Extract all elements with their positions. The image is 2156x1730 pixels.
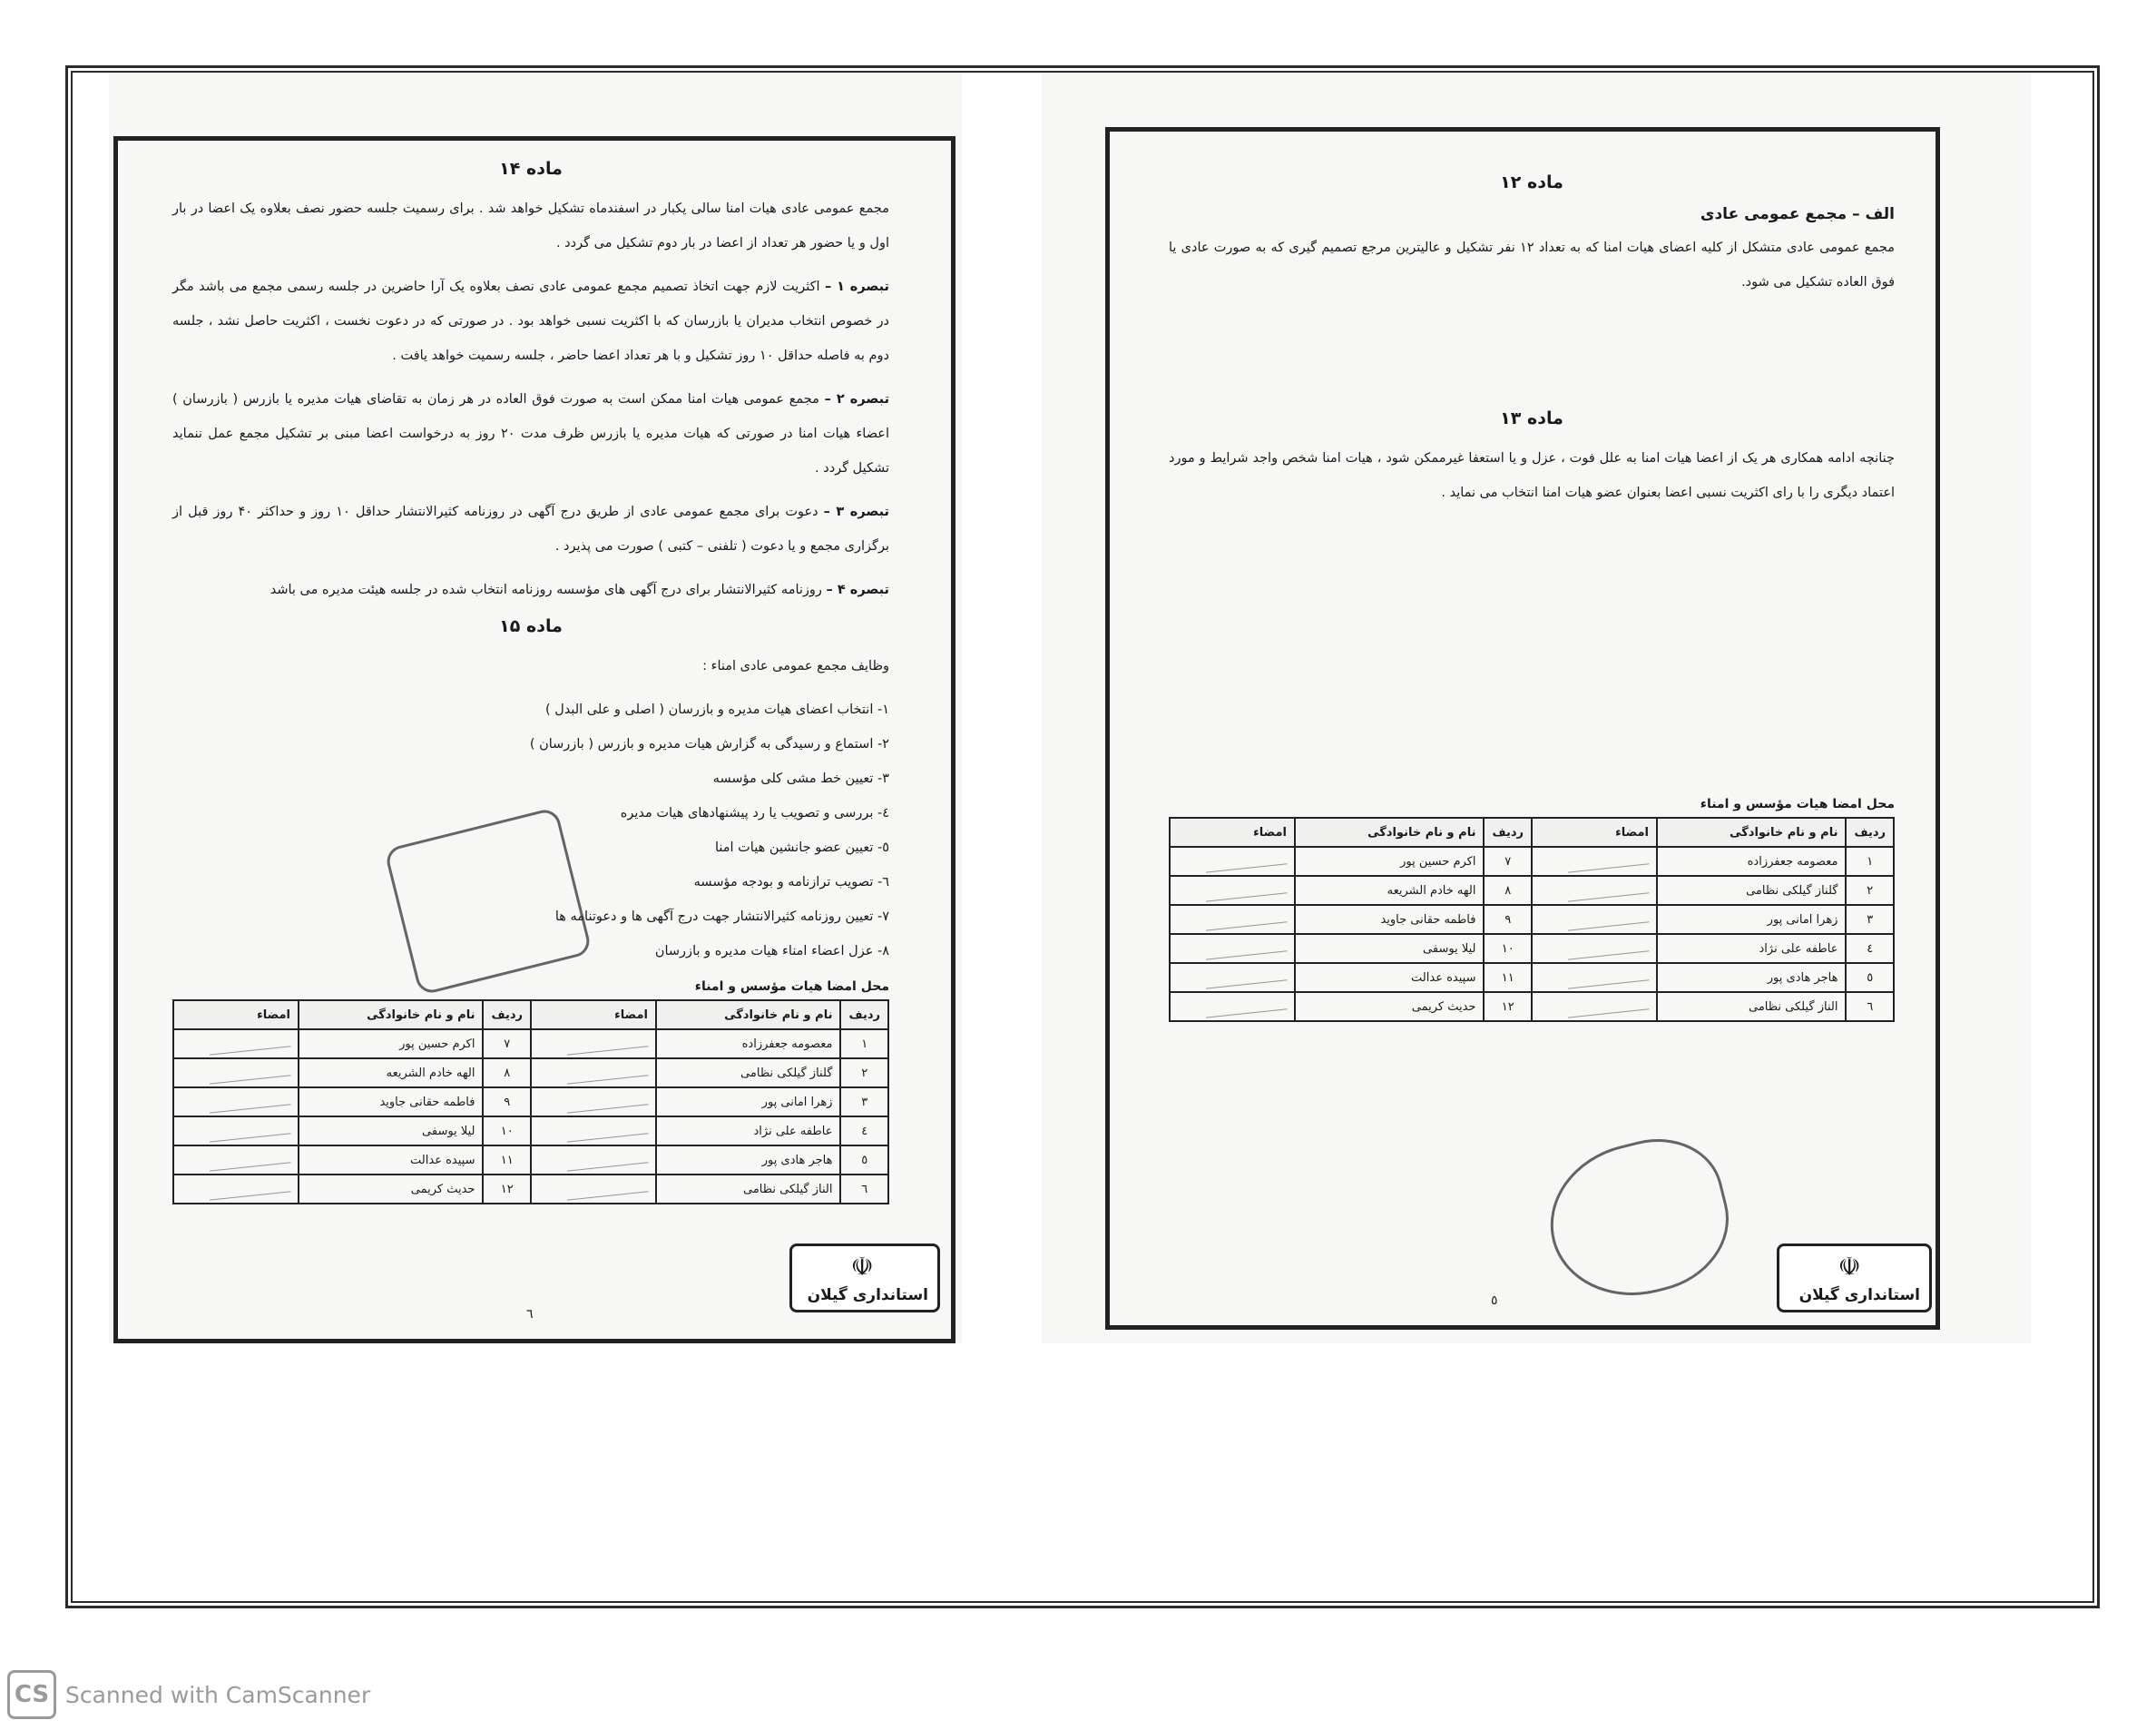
note-2-text: مجمع عمومی هیات امنا ممکن است به صورت فوق العاده در هر زمان به تقاضای هیات مدیره یا بازرس ( بازرسان ) اعضاء هیات امنا در صورتی که هیات مدیره یا بازرس ظرف مدت ۲۰ روز به درخواست اعضا مبنی بر تشکیل مجمع عمل ننماید تشکیل گردد .: [172, 392, 889, 476]
table-row: [1170, 992, 1894, 1021]
article-15-title: ماده ۱۵: [499, 616, 563, 636]
row-number: ۸: [1484, 876, 1532, 905]
article-12-body: مجمع عمومی عادی متشکل از کلیه اعضای هیات امنا که به تعداد ۱۲ نفر تشکیل و عالیترین مرجع تصمیم گیری که به صورت عادی یا فوق العاده تشکیل می شود.: [1169, 241, 1895, 290]
row-number: ۱۰: [483, 1116, 531, 1145]
right-page-content: [1169, 172, 1895, 1022]
signature-cell: [1170, 963, 1295, 992]
signature-cell: [531, 1029, 656, 1058]
signature-mark: [1566, 909, 1649, 930]
column-header: نام و نام خانوادگی: [656, 1000, 840, 1029]
duty-item: ٤- بررسی و تصویب یا رد پیشنهادهای هیات مدیره: [620, 806, 889, 821]
duty-item: ٦- تصویب ترازنامه و بودجه مؤسسه: [693, 875, 889, 890]
signature-mark: [1204, 996, 1287, 1017]
signature-table-title: محل امضا هیات مؤسس و امناء: [1700, 797, 1895, 811]
article-14-note-3: [172, 495, 889, 564]
note-4-label: تبصره ۴ –: [826, 583, 889, 597]
signature-mark: [208, 1120, 290, 1142]
row-number: ٦: [840, 1175, 888, 1204]
duty-item: ۷- تعیین روزنامه کثیرالانتشار جهت درج آگهی ها و دعوتنامه ها: [554, 909, 889, 924]
member-name: معصومه جعفرزاده: [656, 1029, 840, 1058]
governorate-logo-text: استانداری گیلان: [807, 1286, 928, 1304]
member-name: گلناز گیلکی نظامی: [1657, 876, 1846, 905]
duty-item: ۸- عزل اعضاء امناء هیات مدیره و بازرسان: [654, 944, 889, 958]
member-name: زهرا امانی پور: [1657, 905, 1846, 934]
table-row: [173, 1116, 888, 1145]
signature-table: [172, 999, 889, 1204]
table-row: [1170, 905, 1894, 934]
article-13-title: ماده ۱۳: [1500, 408, 1563, 428]
row-number: ۱۲: [483, 1175, 531, 1204]
governorate-logo-text: استانداری گیلان: [1798, 1286, 1920, 1304]
signature-cell: [1170, 876, 1295, 905]
row-number: ۷: [483, 1029, 531, 1058]
member-name: فاطمه حقانی جاوید: [1295, 905, 1484, 934]
article-14-title: ماده ۱۴: [499, 159, 563, 179]
table-row: [173, 1029, 888, 1058]
row-number: ۱: [1846, 847, 1894, 876]
member-name: زهرا امانی پور: [656, 1087, 840, 1116]
left-page-sheet: [109, 73, 962, 1343]
table-row: [1170, 847, 1894, 876]
signature-cell: [173, 1029, 299, 1058]
signature-cell: [1532, 876, 1657, 905]
left-page-content: [172, 159, 889, 1204]
page-number: ٦: [526, 1307, 534, 1322]
row-number: ۷: [1484, 847, 1532, 876]
signature-mark: [208, 1062, 290, 1084]
signature-table-title: محل امضا هیات مؤسس و امناء: [694, 979, 889, 994]
duty-item: ۱- انتخاب اعضای هیات مدیره و بازرسان ( اصلی و علی البدل ): [544, 703, 889, 717]
table-row: [173, 1145, 888, 1175]
note-4-text: روزنامه کثیرالانتشار برای درج آگهی های مؤسسه روزنامه انتخاب شده در جلسه هیئت مدیره می باشد: [270, 583, 822, 597]
signature-cell: [531, 1058, 656, 1087]
note-1-text: اکثریت لازم جهت اتخاذ تصمیم مجمع عمومی عادی نصف بعلاوه یک آرا حاضرین در جلسه رسمی مجمع می باشد مگر در خصوص انتخاب مدیران یا بازرسان که با اکثریت نسبی خواهد بود . در صورتی که در دعوت نخست ، اکثریت حاصل نشد ، جلسه دوم به فاصله حداقل ۱۰ روز تشکیل و با هر تعداد اعضا حاضر ، جلسه رسمیت خواهد یافت .: [172, 280, 889, 363]
signature-mark: [208, 1178, 290, 1200]
row-number: ٤: [1846, 934, 1894, 963]
member-name: عاطفه علی نژاد: [1657, 934, 1846, 963]
signature-mark: [1204, 909, 1287, 930]
note-1-label: تبصره ۱ –: [824, 280, 889, 294]
member-name: اکرم حسین پور: [299, 1029, 483, 1058]
spacer: [1169, 519, 1895, 791]
note-3-text: دعوت برای مجمع عمومی عادی از طریق درج آگهی در روزنامه کثیرالانتشار حداقل ۱۰ روز و حداکثر ۴۰ روز قبل از برگزاری مجمع و یا دعوت ( تلفنی – کتبی ) صورت می پذیرد .: [172, 505, 889, 554]
camscanner-watermark: [7, 1670, 370, 1719]
article-14-note-4: [172, 573, 889, 607]
duty-item: ۳- تعیین خط مشی کلی مؤسسه: [712, 772, 889, 786]
member-name: اکرم حسین پور: [1295, 847, 1484, 876]
column-header: نام و نام خانوادگی: [299, 1000, 483, 1029]
page-number: ٥: [1491, 1293, 1498, 1308]
table-header-row: [173, 1000, 888, 1029]
signature-cell: [531, 1087, 656, 1116]
row-number: ٥: [1846, 963, 1894, 992]
row-number: ۹: [483, 1087, 531, 1116]
article-15-intro: وظایف مجمع عمومی عادی امناء :: [702, 659, 889, 673]
column-header: ردیف: [1484, 818, 1532, 847]
article-13-body: چنانچه ادامه همکاری هر یک از اعضا هیات امنا به علل فوت ، عزل و یا استعفا غیرممکن شود ، هیات امنا شخص واجد شرایط و مورد اعتماد دیگری را با رای اکثریت نسبی اعضا بعنوان عضو هیات امنا انتخاب می نماید .: [1169, 451, 1895, 500]
table-row: [173, 1058, 888, 1087]
signature-cell: [1532, 934, 1657, 963]
row-number: ۹: [1484, 905, 1532, 934]
signature-mark: [565, 1091, 648, 1113]
article-12-title: ماده ۱۲: [1500, 172, 1563, 192]
table-header-row: [1170, 818, 1894, 847]
row-number: ۱۱: [483, 1145, 531, 1175]
signature-mark: [1566, 880, 1649, 901]
member-name: گلناز گیلکی نظامی: [656, 1058, 840, 1087]
table-row: [173, 1087, 888, 1116]
signature-mark: [565, 1062, 648, 1084]
row-number: ۳: [840, 1087, 888, 1116]
column-header: نام و نام خانوادگی: [1657, 818, 1846, 847]
member-name: الناز گیلکی نظامی: [1657, 992, 1846, 1021]
signature-cell: [173, 1175, 299, 1204]
spacer: [1169, 309, 1895, 408]
signature-cell: [531, 1145, 656, 1175]
member-name: عاطفه علی نژاد: [656, 1116, 840, 1145]
member-name: هاجر هادی پور: [656, 1145, 840, 1175]
signature-cell: [1532, 992, 1657, 1021]
member-name: حدیث کریمی: [299, 1175, 483, 1204]
signature-mark: [208, 1091, 290, 1113]
article-14-body: مجمع عمومی عادی هیات امنا سالی یکبار در اسفندماه تشکیل خواهد شد . برای رسمیت جلسه حضور نصف بعلاوه یک اعضا در بار اول و یا حضور هر تعداد از اعضا در بار دوم تشکیل می گردد .: [172, 202, 889, 251]
row-number: ۱۱: [1484, 963, 1532, 992]
row-number: ۱۲: [1484, 992, 1532, 1021]
note-2-label: تبصره ۲ –: [824, 392, 890, 407]
signature-cell: [173, 1116, 299, 1145]
column-header: ردیف: [1846, 818, 1894, 847]
row-number: ۲: [840, 1058, 888, 1087]
column-header: ردیف: [483, 1000, 531, 1029]
signature-mark: [1566, 967, 1649, 988]
signature-cell: [1532, 905, 1657, 934]
row-number: ٦: [1846, 992, 1894, 1021]
member-name: سپیده عدالت: [299, 1145, 483, 1175]
row-number: ٥: [840, 1145, 888, 1175]
signature-mark: [1204, 880, 1287, 901]
column-header: ردیف: [840, 1000, 888, 1029]
signature-mark: [565, 1178, 648, 1200]
camscanner-text: Scanned with CamScanner: [65, 1681, 371, 1708]
table-row: [1170, 876, 1894, 905]
signature-mark: [1204, 967, 1287, 988]
signature-cell: [1170, 934, 1295, 963]
signature-mark: [565, 1033, 648, 1055]
column-header: امضاء: [1170, 818, 1295, 847]
row-number: ۸: [483, 1058, 531, 1087]
member-name: هاجر هادی پور: [1657, 963, 1846, 992]
member-name: معصومه جعفرزاده: [1657, 847, 1846, 876]
member-name: الناز گیلکی نظامی: [656, 1175, 840, 1204]
row-number: ۲: [1846, 876, 1894, 905]
member-name: الهه خادم الشریعه: [1295, 876, 1484, 905]
table-row: [1170, 934, 1894, 963]
signature-cell: [173, 1058, 299, 1087]
column-header: امضاء: [173, 1000, 299, 1029]
article-12-subtitle: الف – مجمع عمومی عادی: [1700, 205, 1895, 223]
signature-cell: [531, 1175, 656, 1204]
row-number: ۱: [840, 1029, 888, 1058]
signature-cell: [1170, 992, 1295, 1021]
duty-item: ۲- استماع و رسیدگی به گزارش هیات مدیره و بازرس ( بازرسان ): [529, 737, 889, 752]
row-number: ٤: [840, 1116, 888, 1145]
article-14-note-1: [172, 270, 889, 373]
governorate-logo-box: [789, 1243, 940, 1312]
signature-mark: [565, 1120, 648, 1142]
member-name: لیلا یوسفی: [299, 1116, 483, 1145]
signature-cell: [1532, 847, 1657, 876]
iran-emblem-icon: ☫: [1838, 1252, 1861, 1282]
table-row: [173, 1175, 888, 1204]
signature-cell: [1170, 847, 1295, 876]
member-name: الهه خادم الشریعه: [299, 1058, 483, 1087]
row-number: ۳: [1846, 905, 1894, 934]
signature-mark: [565, 1149, 648, 1171]
signature-mark: [1204, 938, 1287, 959]
iran-emblem-icon: ☫: [850, 1252, 874, 1282]
signature-cell: [1170, 905, 1295, 934]
note-3-label: تبصره ۳ –: [823, 505, 889, 519]
camscanner-logo-icon: CS: [7, 1670, 56, 1719]
signature-table: [1169, 817, 1895, 1022]
member-name: لیلا یوسفی: [1295, 934, 1484, 963]
member-name: حدیث کریمی: [1295, 992, 1484, 1021]
member-name: فاطمه حقانی جاوید: [299, 1087, 483, 1116]
column-header: امضاء: [531, 1000, 656, 1029]
governorate-logo-box: [1777, 1243, 1932, 1312]
signature-mark: [1566, 850, 1649, 872]
article-14-note-2: [172, 382, 889, 486]
member-name: سپیده عدالت: [1295, 963, 1484, 992]
row-number: ۱۰: [1484, 934, 1532, 963]
signature-cell: [531, 1116, 656, 1145]
column-header: نام و نام خانوادگی: [1295, 818, 1484, 847]
duty-item: ٥- تعیین عضو جانشین هیات امنا: [714, 840, 889, 855]
signature-mark: [1566, 938, 1649, 959]
signature-cell: [173, 1087, 299, 1116]
signature-mark: [208, 1149, 290, 1171]
column-header: امضاء: [1532, 818, 1657, 847]
signature-cell: [1532, 963, 1657, 992]
signature-cell: [173, 1145, 299, 1175]
right-page-sheet: [1042, 73, 2031, 1343]
signature-mark: [1566, 996, 1649, 1017]
table-row: [1170, 963, 1894, 992]
signature-mark: [1204, 850, 1287, 872]
signature-mark: [208, 1033, 290, 1055]
